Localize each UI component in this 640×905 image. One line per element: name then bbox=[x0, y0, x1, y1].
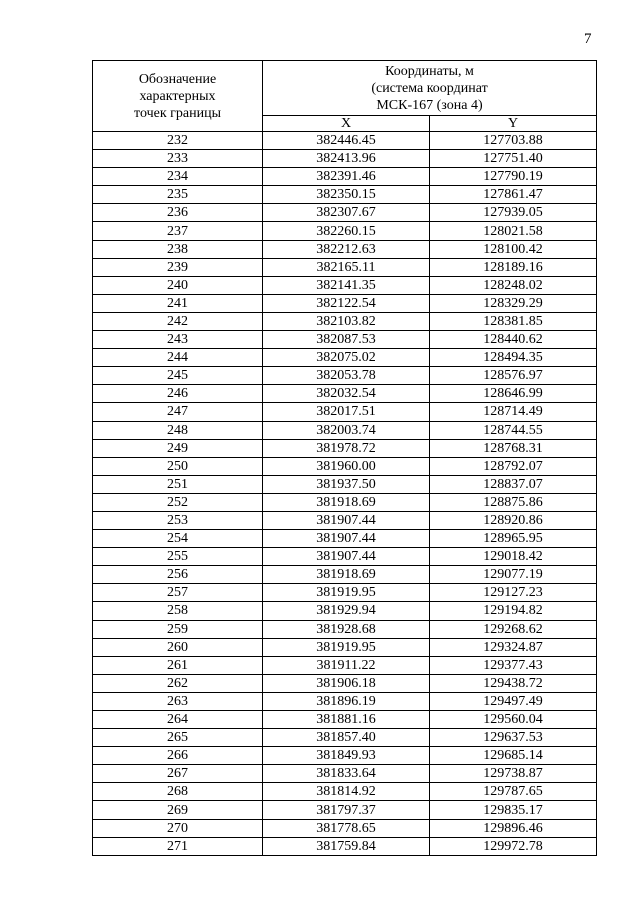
y-coordinate-cell: 129738.87 bbox=[430, 765, 597, 783]
table-header bbox=[93, 61, 597, 132]
table-row bbox=[93, 294, 597, 312]
point-cell: 246 bbox=[93, 385, 263, 403]
table-row bbox=[93, 403, 597, 421]
y-coordinate-cell: 128100.42 bbox=[430, 240, 597, 258]
y-coordinate-cell: 129018.42 bbox=[430, 548, 597, 566]
table-row bbox=[93, 747, 597, 765]
point-cell: 242 bbox=[93, 312, 263, 330]
x-coordinate-cell: 381919.95 bbox=[263, 584, 430, 602]
point-cell: 270 bbox=[93, 819, 263, 837]
x-column-header: X bbox=[263, 116, 430, 132]
point-cell: 233 bbox=[93, 150, 263, 168]
point-cell: 232 bbox=[93, 132, 263, 150]
table-row bbox=[93, 530, 597, 548]
x-coordinate-cell: 382212.63 bbox=[263, 240, 430, 258]
point-cell: 251 bbox=[93, 475, 263, 493]
table-row bbox=[93, 385, 597, 403]
x-coordinate-cell: 382350.15 bbox=[263, 186, 430, 204]
table-row bbox=[93, 674, 597, 692]
table-row bbox=[93, 511, 597, 529]
x-coordinate-cell: 381797.37 bbox=[263, 801, 430, 819]
x-coordinate-cell: 381919.95 bbox=[263, 638, 430, 656]
x-coordinate-cell: 381907.44 bbox=[263, 511, 430, 529]
point-cell: 248 bbox=[93, 421, 263, 439]
y-coordinate-cell: 128576.97 bbox=[430, 367, 597, 385]
y-coordinate-cell: 128021.58 bbox=[430, 222, 597, 240]
point-cell: 271 bbox=[93, 837, 263, 855]
table-row bbox=[93, 168, 597, 186]
point-cell: 244 bbox=[93, 349, 263, 367]
table-row bbox=[93, 656, 597, 674]
x-coordinate-cell: 381978.72 bbox=[263, 439, 430, 457]
y-coordinate-cell: 129685.14 bbox=[430, 747, 597, 765]
point-cell: 261 bbox=[93, 656, 263, 674]
y-coordinate-cell: 128440.62 bbox=[430, 331, 597, 349]
y-coordinate-cell: 129497.49 bbox=[430, 692, 597, 710]
y-coordinate-cell: 128920.86 bbox=[430, 511, 597, 529]
y-coordinate-cell: 129560.04 bbox=[430, 711, 597, 729]
table-row bbox=[93, 765, 597, 783]
table-row bbox=[93, 620, 597, 638]
point-cell: 269 bbox=[93, 801, 263, 819]
y-coordinate-cell: 128646.99 bbox=[430, 385, 597, 403]
point-cell: 238 bbox=[93, 240, 263, 258]
coords-header-line-1: Координаты, м bbox=[385, 63, 474, 79]
x-coordinate-cell: 382087.53 bbox=[263, 331, 430, 349]
x-coordinate-cell: 381881.16 bbox=[263, 711, 430, 729]
point-cell: 262 bbox=[93, 674, 263, 692]
x-coordinate-cell: 381907.44 bbox=[263, 530, 430, 548]
y-coordinate-cell: 128189.16 bbox=[430, 258, 597, 276]
table-row bbox=[93, 276, 597, 294]
point-cell: 254 bbox=[93, 530, 263, 548]
y-coordinate-cell: 129438.72 bbox=[430, 674, 597, 692]
x-coordinate-cell: 381778.65 bbox=[263, 819, 430, 837]
coordinates-table bbox=[92, 60, 597, 856]
table-row bbox=[93, 783, 597, 801]
table-row bbox=[93, 258, 597, 276]
x-coordinate-cell: 381907.44 bbox=[263, 548, 430, 566]
point-cell: 259 bbox=[93, 620, 263, 638]
point-cell: 240 bbox=[93, 276, 263, 294]
table-row bbox=[93, 240, 597, 258]
point-cell: 258 bbox=[93, 602, 263, 620]
table-row bbox=[93, 837, 597, 855]
y-coordinate-cell: 128248.02 bbox=[430, 276, 597, 294]
table-row bbox=[93, 566, 597, 584]
table-row bbox=[93, 548, 597, 566]
table-row bbox=[93, 204, 597, 222]
table-row bbox=[93, 457, 597, 475]
table-row bbox=[93, 132, 597, 150]
x-coordinate-cell: 381928.68 bbox=[263, 620, 430, 638]
point-cell: 256 bbox=[93, 566, 263, 584]
point-cell: 257 bbox=[93, 584, 263, 602]
table-row bbox=[93, 819, 597, 837]
y-coordinate-cell: 127703.88 bbox=[430, 132, 597, 150]
point-cell: 236 bbox=[93, 204, 263, 222]
table-row bbox=[93, 475, 597, 493]
x-coordinate-cell: 381814.92 bbox=[263, 783, 430, 801]
y-coordinate-cell: 129972.78 bbox=[430, 837, 597, 855]
x-coordinate-cell: 382017.51 bbox=[263, 403, 430, 421]
point-cell: 249 bbox=[93, 439, 263, 457]
point-cell: 234 bbox=[93, 168, 263, 186]
table-row bbox=[93, 729, 597, 747]
point-cell: 241 bbox=[93, 294, 263, 312]
x-coordinate-cell: 382122.54 bbox=[263, 294, 430, 312]
y-coordinate-cell: 127861.47 bbox=[430, 186, 597, 204]
x-coordinate-cell: 382446.45 bbox=[263, 132, 430, 150]
point-cell: 250 bbox=[93, 457, 263, 475]
x-coordinate-cell: 382053.78 bbox=[263, 367, 430, 385]
y-coordinate-cell: 129896.46 bbox=[430, 819, 597, 837]
point-cell: 267 bbox=[93, 765, 263, 783]
point-cell: 264 bbox=[93, 711, 263, 729]
y-coordinate-cell: 129377.43 bbox=[430, 656, 597, 674]
table-row bbox=[93, 186, 597, 204]
x-coordinate-cell: 382413.96 bbox=[263, 150, 430, 168]
y-coordinate-cell: 129077.19 bbox=[430, 566, 597, 584]
table-body bbox=[93, 132, 597, 856]
y-coordinate-cell: 129127.23 bbox=[430, 584, 597, 602]
x-coordinate-cell: 381896.19 bbox=[263, 692, 430, 710]
table-row bbox=[93, 493, 597, 511]
table-row bbox=[93, 150, 597, 168]
point-header-line-3: точек границы bbox=[134, 105, 221, 121]
table-row bbox=[93, 711, 597, 729]
y-coordinate-cell: 128837.07 bbox=[430, 475, 597, 493]
point-cell: 268 bbox=[93, 783, 263, 801]
y-coordinate-cell: 129194.82 bbox=[430, 602, 597, 620]
y-coordinate-cell: 129268.62 bbox=[430, 620, 597, 638]
y-coordinate-cell: 127939.05 bbox=[430, 204, 597, 222]
coords-header-line-3: МСК-167 (зона 4) bbox=[376, 97, 483, 113]
point-header-line-2: характерных bbox=[139, 88, 216, 104]
page-number: 7 bbox=[584, 31, 592, 47]
y-coordinate-cell: 128744.55 bbox=[430, 421, 597, 439]
coords-header-line-2: (система координат bbox=[371, 80, 488, 96]
x-coordinate-cell: 381918.69 bbox=[263, 493, 430, 511]
x-coordinate-cell: 381849.93 bbox=[263, 747, 430, 765]
y-coordinate-cell: 129637.53 bbox=[430, 729, 597, 747]
point-cell: 265 bbox=[93, 729, 263, 747]
table-row bbox=[93, 692, 597, 710]
x-coordinate-cell: 382141.35 bbox=[263, 276, 430, 294]
x-coordinate-cell: 382003.74 bbox=[263, 421, 430, 439]
y-coordinate-cell: 129787.65 bbox=[430, 783, 597, 801]
table-row bbox=[93, 312, 597, 330]
point-cell: 243 bbox=[93, 331, 263, 349]
table-row bbox=[93, 222, 597, 240]
point-header-line-1: Обозначение bbox=[138, 71, 217, 87]
y-coordinate-cell: 128768.31 bbox=[430, 439, 597, 457]
y-coordinate-cell: 128329.29 bbox=[430, 294, 597, 312]
x-coordinate-cell: 381857.40 bbox=[263, 729, 430, 747]
table-row bbox=[93, 349, 597, 367]
y-coordinate-cell: 128965.95 bbox=[430, 530, 597, 548]
coordinates-header bbox=[263, 61, 597, 116]
y-coordinate-cell: 128792.07 bbox=[430, 457, 597, 475]
x-coordinate-cell: 381918.69 bbox=[263, 566, 430, 584]
table-row bbox=[93, 602, 597, 620]
point-cell: 235 bbox=[93, 186, 263, 204]
y-coordinate-cell: 128714.49 bbox=[430, 403, 597, 421]
y-coordinate-cell: 128494.35 bbox=[430, 349, 597, 367]
y-coordinate-cell: 129324.87 bbox=[430, 638, 597, 656]
x-coordinate-cell: 381759.84 bbox=[263, 837, 430, 855]
x-coordinate-cell: 382260.15 bbox=[263, 222, 430, 240]
y-coordinate-cell: 129835.17 bbox=[430, 801, 597, 819]
table-row bbox=[93, 801, 597, 819]
table-row bbox=[93, 331, 597, 349]
y-coordinate-cell: 128381.85 bbox=[430, 312, 597, 330]
x-coordinate-cell: 382075.02 bbox=[263, 349, 430, 367]
x-coordinate-cell: 382165.11 bbox=[263, 258, 430, 276]
point-cell: 255 bbox=[93, 548, 263, 566]
point-cell: 263 bbox=[93, 692, 263, 710]
x-coordinate-cell: 382307.67 bbox=[263, 204, 430, 222]
point-cell: 266 bbox=[93, 747, 263, 765]
table-row bbox=[93, 421, 597, 439]
x-coordinate-cell: 381929.94 bbox=[263, 602, 430, 620]
x-coordinate-cell: 381906.18 bbox=[263, 674, 430, 692]
point-cell: 245 bbox=[93, 367, 263, 385]
point-cell: 252 bbox=[93, 493, 263, 511]
x-coordinate-cell: 381960.00 bbox=[263, 457, 430, 475]
x-coordinate-cell: 382391.46 bbox=[263, 168, 430, 186]
table-row bbox=[93, 439, 597, 457]
table-row bbox=[93, 638, 597, 656]
x-coordinate-cell: 381911.22 bbox=[263, 656, 430, 674]
x-coordinate-cell: 382103.82 bbox=[263, 312, 430, 330]
point-cell: 260 bbox=[93, 638, 263, 656]
x-coordinate-cell: 381833.64 bbox=[263, 765, 430, 783]
point-cell: 237 bbox=[93, 222, 263, 240]
x-coordinate-cell: 382032.54 bbox=[263, 385, 430, 403]
y-coordinate-cell: 127751.40 bbox=[430, 150, 597, 168]
x-coordinate-cell: 381937.50 bbox=[263, 475, 430, 493]
point-cell: 247 bbox=[93, 403, 263, 421]
point-cell: 239 bbox=[93, 258, 263, 276]
y-column-header: Y bbox=[430, 116, 597, 132]
point-designation-header bbox=[93, 61, 263, 132]
y-coordinate-cell: 128875.86 bbox=[430, 493, 597, 511]
point-cell: 253 bbox=[93, 511, 263, 529]
y-coordinate-cell: 127790.19 bbox=[430, 168, 597, 186]
table-row bbox=[93, 584, 597, 602]
table-row bbox=[93, 367, 597, 385]
